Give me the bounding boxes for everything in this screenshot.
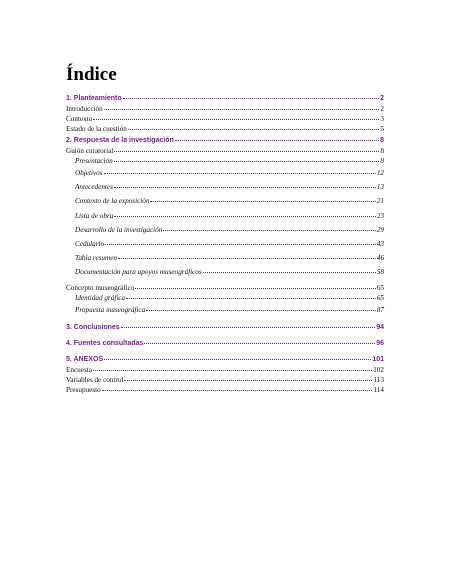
toc-entry-contexto-exposicion[interactable] [66, 194, 384, 208]
toc-page-number: 23 [376, 211, 384, 220]
toc-label: Lista de obra [75, 211, 114, 220]
toc-section-planteamiento[interactable] [66, 94, 384, 104]
dot-leader [114, 216, 375, 217]
toc-entry-identidad-grafica[interactable] [66, 293, 384, 303]
toc-entry-encuesta[interactable] [66, 365, 384, 375]
dot-leader [93, 119, 379, 120]
toc-page-number: 94 [376, 323, 384, 331]
dot-leader [146, 310, 376, 311]
toc-page-number: 65 [376, 283, 384, 292]
toc-section-fuentes[interactable] [66, 339, 384, 349]
toc-label: Contexto de la exposición [75, 197, 150, 206]
toc-page-number: 13 [376, 183, 384, 192]
dot-leader [118, 258, 376, 259]
toc-entry-introduccion[interactable] [66, 104, 384, 114]
table-of-contents [66, 94, 384, 395]
dot-leader [163, 230, 375, 231]
toc-entry-propuesta-museografica[interactable] [66, 303, 384, 317]
toc-section-anexos[interactable] [66, 355, 384, 365]
toc-page-number: 8 [380, 137, 384, 144]
toc-page-number: 8 [380, 157, 384, 165]
dot-leader [175, 140, 379, 141]
dot-leader [114, 187, 376, 188]
toc-page-number: 58 [376, 268, 384, 277]
toc-page-number: 113 [373, 375, 384, 384]
toc-label: 5. ANEXOS [66, 355, 104, 363]
dot-leader [102, 390, 373, 391]
toc-entry-cedulario[interactable] [66, 237, 384, 251]
dot-leader [135, 288, 375, 289]
toc-entry-lista-de-obra[interactable] [66, 209, 384, 223]
dot-leader [126, 298, 376, 299]
dot-leader [150, 201, 375, 202]
toc-label: Variables de control [66, 375, 124, 384]
toc-page-number: 96 [376, 339, 384, 347]
toc-label: Antecedentes [75, 183, 113, 192]
toc-entry-contexto[interactable] [66, 114, 384, 124]
toc-page-number: 2 [380, 105, 384, 113]
toc-label: Encuesta [66, 365, 92, 374]
toc-label: Cedulario [75, 239, 105, 248]
dot-leader [121, 327, 376, 328]
toc-entry-presentacion[interactable] [66, 156, 384, 166]
toc-label: Presentación [75, 157, 113, 165]
toc-page-number: 43 [376, 239, 384, 248]
index-title: Índice [66, 64, 117, 85]
toc-label: 2. Respuesta de la investigación [66, 137, 174, 144]
toc-entry-documentacion[interactable] [66, 265, 384, 279]
dot-leader [105, 244, 376, 245]
toc-label: Identidad gráfica [75, 293, 126, 302]
toc-label: Objetivos [75, 169, 103, 177]
dot-leader [203, 272, 376, 273]
toc-page-number: 87 [376, 305, 384, 314]
toc-label: Presupuesto [66, 385, 101, 394]
toc-section-conclusiones[interactable] [66, 323, 384, 333]
toc-label: 3. Conclusiones [66, 323, 120, 331]
toc-label: Concepto museográfico [66, 283, 135, 292]
dot-leader [104, 359, 371, 360]
toc-entry-tabla-resumen[interactable] [66, 251, 384, 265]
toc-page-number: 2 [380, 95, 384, 102]
toc-entry-antecedentes[interactable] [66, 180, 384, 194]
toc-page-number: 12 [376, 169, 384, 177]
toc-label: Contexto [66, 115, 93, 123]
dot-leader [114, 161, 380, 162]
dot-leader [104, 109, 380, 110]
dot-leader [124, 380, 372, 381]
toc-section-respuesta[interactable] [66, 136, 384, 146]
toc-page-number: 5 [380, 125, 384, 133]
dot-leader [114, 151, 379, 152]
toc-entry-desarrollo[interactable] [66, 223, 384, 237]
toc-label: Estado de la cuestión [66, 125, 127, 133]
toc-label: Documentación para apoyos museográficos [75, 268, 202, 277]
toc-page-number: 46 [376, 254, 384, 263]
toc-entry-estado-de-la-cuestion[interactable] [66, 124, 384, 134]
toc-entry-variables[interactable] [66, 375, 384, 385]
dot-leader [93, 370, 372, 371]
toc-entry-guion-curatorial[interactable] [66, 146, 384, 156]
toc-label: Propuesta museográfica [75, 305, 146, 314]
toc-page-number: 29 [376, 225, 384, 234]
toc-page-number: 101 [372, 355, 384, 363]
toc-label: 4. Fuentes consultadas [66, 339, 144, 347]
toc-label: Introducción [66, 105, 103, 113]
toc-label: Desarrollo de la investigación [75, 225, 163, 234]
toc-entry-objetivos[interactable] [66, 166, 384, 180]
toc-entry-concepto-museografico[interactable] [66, 283, 384, 293]
toc-page-number: 102 [373, 365, 384, 374]
toc-page-number: 8 [380, 147, 384, 155]
dot-leader [123, 98, 379, 99]
toc-entry-presupuesto[interactable] [66, 385, 384, 395]
dot-leader [144, 343, 375, 344]
dot-leader [104, 173, 376, 174]
toc-label: Guión curatorial [66, 147, 114, 155]
toc-page-number: 65 [376, 293, 384, 302]
toc-page-number: 3 [380, 115, 384, 123]
toc-page-number: 21 [376, 197, 384, 206]
toc-page-number: 114 [373, 385, 384, 394]
toc-label: 1. Planteamiento [66, 95, 122, 102]
dot-leader [128, 129, 380, 130]
toc-label: Tabla resumen [75, 254, 117, 263]
